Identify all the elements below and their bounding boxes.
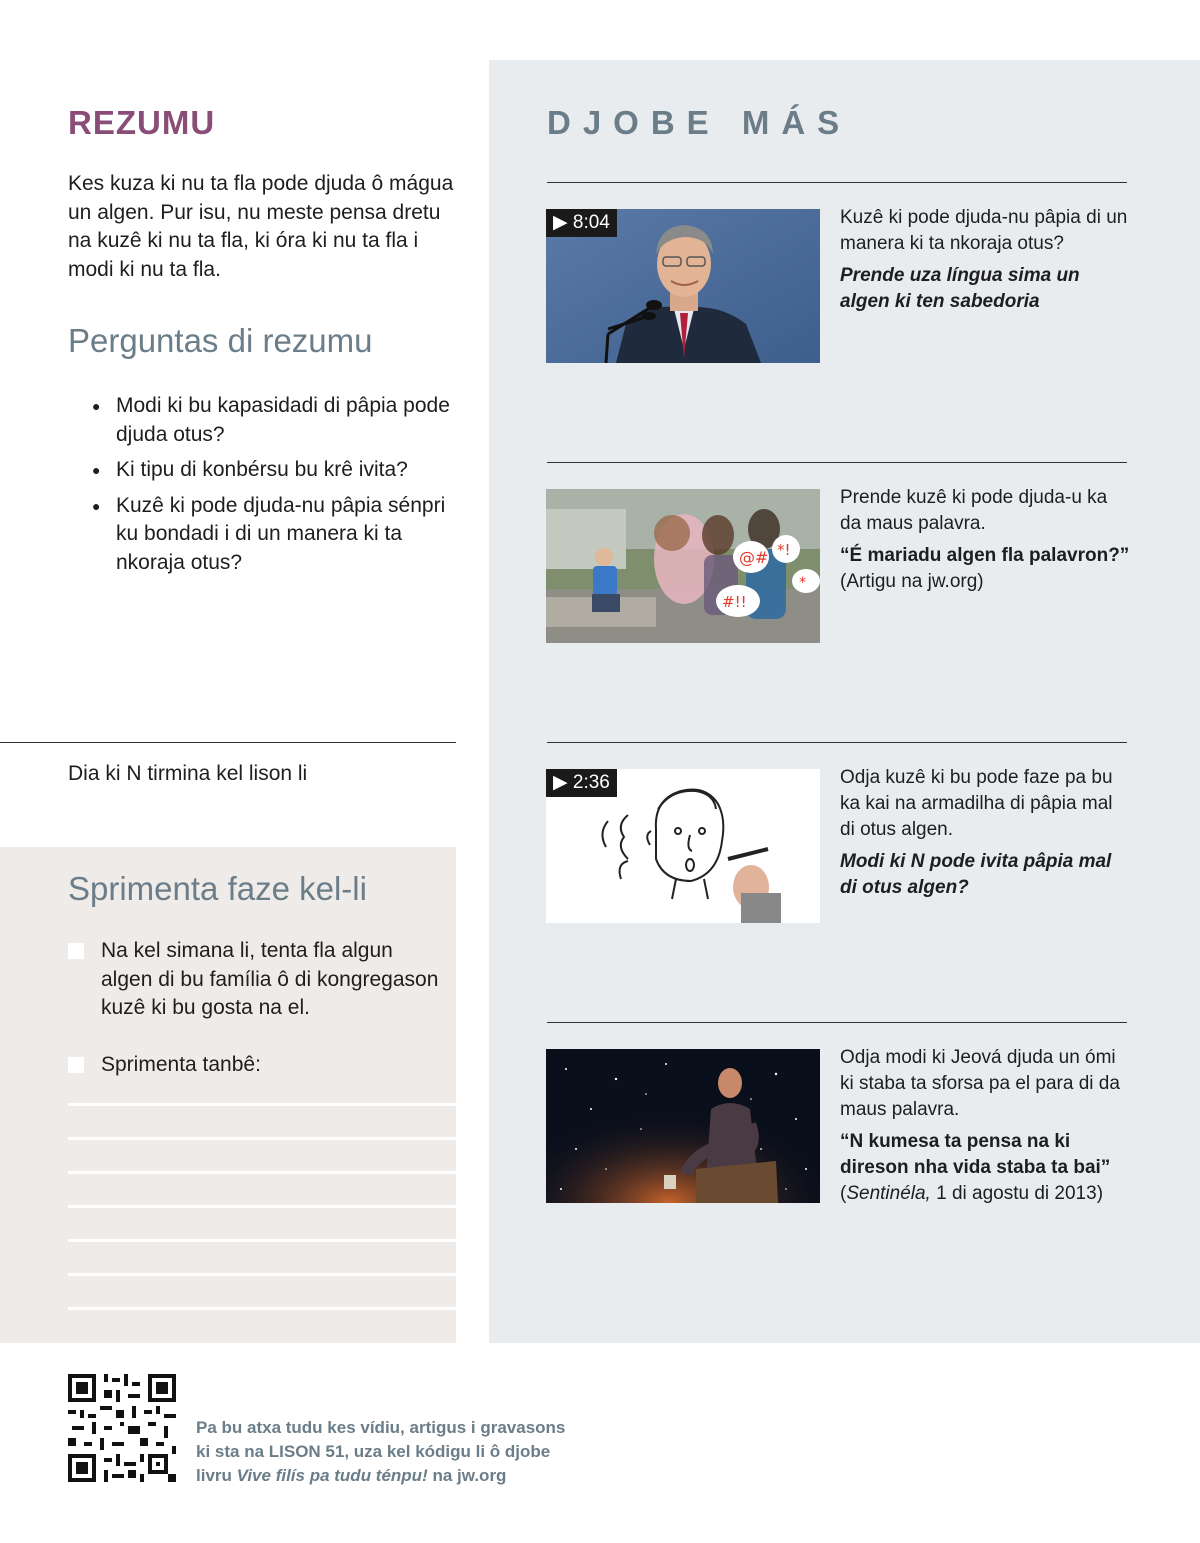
card-divider bbox=[547, 462, 1127, 463]
write-line[interactable] bbox=[68, 1273, 456, 1276]
questions-heading: Perguntas di rezumu bbox=[68, 322, 373, 359]
card-text bbox=[840, 765, 1132, 901]
write-line[interactable] bbox=[68, 1137, 456, 1140]
svg-text:#!!: #!! bbox=[722, 593, 747, 611]
question-item: ● Kuzê ki pode djuda-nu pâpia sénpri ku bondadi i di un manera ki ta nkoraja otus? bbox=[92, 492, 464, 578]
svg-text:*: * bbox=[799, 575, 806, 591]
qr-code-icon[interactable] bbox=[68, 1374, 176, 1482]
source-publication: Sentinéla, bbox=[846, 1183, 931, 1204]
card-video-title[interactable]: Modi ki N pode ivita pâpia mal di otus algen? bbox=[840, 851, 1112, 898]
video-thumbnail-whiteboard[interactable] bbox=[546, 769, 820, 923]
footer-line: Pa bu atxa tudu kes vídiu, artigus i gravasons bbox=[196, 1418, 566, 1437]
video-thumbnail-speaker[interactable] bbox=[546, 209, 820, 363]
write-line[interactable] bbox=[68, 1205, 456, 1208]
question-item: ● Modi ki bu kapasidadi di pâpia pode djuda otus? bbox=[92, 392, 464, 449]
night-sky-image bbox=[546, 1049, 820, 1203]
write-line[interactable] bbox=[68, 1171, 456, 1174]
card-source: (Artigu na jw.org) bbox=[840, 571, 984, 592]
card-divider bbox=[547, 1022, 1127, 1023]
task-checkbox[interactable] bbox=[68, 1057, 84, 1073]
card-lead: Prende kuzê ki pode djuda-u ka da maus palavra. bbox=[840, 487, 1108, 534]
card-article-title[interactable]: “É mariadu algen fla palavron?” bbox=[840, 545, 1130, 566]
task-checkbox[interactable] bbox=[68, 943, 84, 959]
card-text bbox=[840, 485, 1132, 595]
djobe-mas-heading: DJOBE MÁS bbox=[547, 104, 852, 141]
sprimenta-heading: Sprimenta faze kel-li bbox=[68, 870, 367, 907]
rezumu-intro: Kes kuza ki nu ta fla pode djuda ô mágua un algen. Pur isu, nu meste pensa dretu na kuzê ki nu ta fla, ki óra ki nu ta fla i modi ki nu ta fla. bbox=[68, 172, 454, 281]
sprimenta-panel bbox=[0, 847, 456, 1343]
video-duration-badge: ▶ 8:04 bbox=[546, 209, 617, 237]
write-line[interactable] bbox=[68, 1307, 456, 1310]
footer-note bbox=[196, 1416, 596, 1488]
card-divider bbox=[547, 742, 1127, 743]
video-duration-badge: ▶ 2:36 bbox=[546, 769, 617, 797]
task-text: Na kel simana li, tenta fla algun algen di bu família ô di kongregason kuzê ki bu gosta na el. bbox=[101, 939, 439, 1019]
task-text: Sprimenta tanbê: bbox=[101, 1053, 261, 1076]
questions-list bbox=[92, 392, 464, 584]
svg-text:*!: *! bbox=[777, 541, 791, 559]
article-thumbnail-night-sky[interactable] bbox=[546, 1049, 820, 1203]
footer-line: ki sta na LISON 51, uza kel kódigu li ô djobe bbox=[196, 1442, 551, 1461]
card-lead: Kuzê ki pode djuda-nu pâpia di un manera ki ta nkoraja otus? bbox=[840, 207, 1128, 254]
teens-image bbox=[546, 489, 820, 643]
card-video-title[interactable]: Prende uza língua sima un algen ki ten sabedoria bbox=[840, 265, 1080, 312]
divider bbox=[0, 742, 456, 743]
card-text bbox=[840, 1045, 1132, 1207]
qr-code-graphic bbox=[68, 1374, 176, 1482]
article-thumbnail-teens[interactable] bbox=[546, 489, 820, 643]
card-lead: Odja kuzê ki bu pode faze pa bu ka kai na armadilha di pâpia mal di otus algen. bbox=[840, 767, 1113, 840]
card-lead: Odja modi ki Jeová djuda un ómi ki staba ta sforsa pa el para di da maus palavra. bbox=[840, 1047, 1120, 1120]
question-item: ● Ki tipu di konbérsu bu krê ivita? bbox=[92, 456, 464, 485]
footer-line: livru Vive filís pa tudu ténpu! na jw.org bbox=[196, 1466, 507, 1485]
card-source: (Sentinéla, 1 di agostu di 2013) bbox=[840, 1183, 1104, 1204]
svg-text:@#: @# bbox=[739, 548, 769, 567]
book-title: Vive filís pa tudu ténpu! bbox=[236, 1466, 428, 1485]
write-line[interactable] bbox=[68, 1103, 456, 1106]
card-divider bbox=[547, 182, 1127, 183]
card-text bbox=[840, 205, 1132, 315]
write-line[interactable] bbox=[68, 1239, 456, 1242]
completion-date-label: Dia ki N tirmina kel lison li bbox=[68, 762, 308, 785]
card-article-title[interactable]: “N kumesa ta pensa na ki direson nha vida staba ta bai” bbox=[840, 1131, 1111, 1178]
rezumu-heading: REZUMU bbox=[68, 104, 216, 141]
